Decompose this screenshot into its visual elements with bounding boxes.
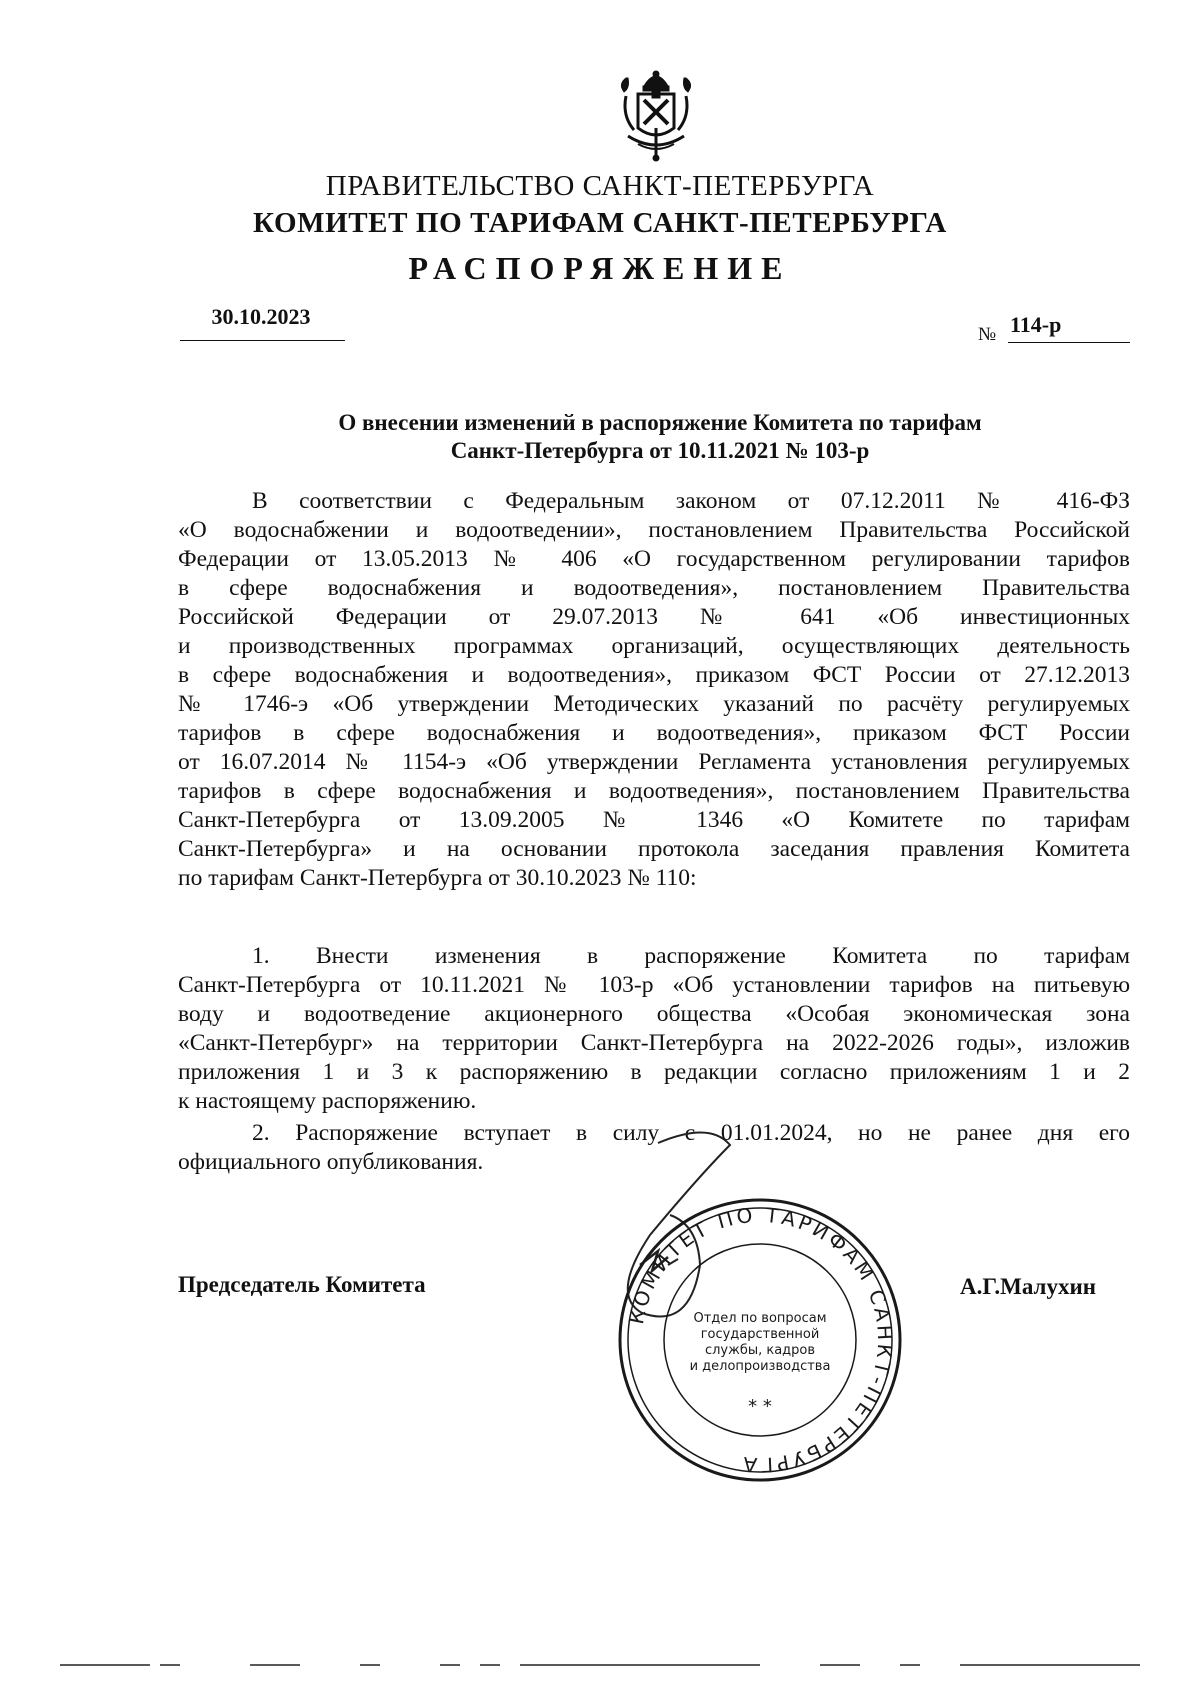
stamp-inner-text: Отдел по вопросам (693, 1311, 827, 1326)
stamp-inner-text: и делопроизводства (689, 1359, 831, 1374)
preamble-line: В соответствии с Федеральным законом от 07.12.2011 № 416-ФЗ (252, 488, 1130, 514)
item1-line: «Санкт-Петербург» на территории Санкт-Петербурга на 2022-2026 годы», изложив (178, 1030, 1130, 1056)
stamp-outer-text: КОМИТЕТ ПО ТАРИФАМ САНКТ-ПЕТЕРБУРГА (623, 1202, 898, 1478)
subject-line: Санкт-Петербурга от 10.11.2021 № 103-р (450, 438, 870, 463)
government-heading: ПРАВИТЕЛЬСТВО САНКТ-ПЕТЕРБУРГА (325, 170, 875, 202)
preamble-line: № 1746-э «Об утверждении Методических указаний по расчёту регулируемых (178, 691, 1130, 717)
preamble-line: Санкт-Петербурга от 13.09.2005 № 1346 «О Комитете по тарифам (178, 807, 1130, 833)
city-emblem-icon (598, 66, 714, 164)
preamble-line: Федерации от 13.05.2013 № 406 «О государственном регулировании тарифов (178, 546, 1130, 572)
number-underline (1008, 342, 1130, 343)
preamble-line: тарифов в сфере водоснабжения и водоотведения», постановлением Правительства (178, 778, 1130, 804)
stamp-inner-text: службы, кадров (704, 1343, 816, 1358)
stamp-stars: * * (748, 1396, 772, 1417)
signatory-title: Председатель Комитета (178, 1272, 426, 1297)
preamble-line: и производственных программах организаций, осуществляющих деятельность (178, 633, 1130, 659)
item1-line: Санкт-Петербурга от 10.11.2021 № 103-р «Об установлении тарифов на питьевую (178, 972, 1130, 998)
scan-edge-artifact (60, 1660, 1140, 1670)
preamble-line: тарифов в сфере водоснабжения и водоотведения», приказом ФСТ России (178, 720, 1130, 746)
item1-line: к настоящему распоряжению. (178, 1088, 477, 1114)
preamble-line: Российской Федерации от 29.07.2013 № 641 «Об инвестиционных (178, 604, 1130, 630)
stamp-inner-text: государственной (700, 1327, 820, 1342)
preamble-line: «О водоснабжении и водоотведении», постановлением Правительства Российской (178, 517, 1130, 543)
preamble-line: от 16.07.2014 № 1154-э «Об утверждении Регламента установления регулируемых (178, 749, 1130, 775)
official-stamp-icon (600, 1180, 920, 1500)
item1-line: воду и водоотведение акционерного общества «Особая экономическая зона (178, 1001, 1130, 1027)
preamble-line: в сфере водоснабжения и водоотведения», приказом ФСТ России от 27.12.2013 (178, 662, 1130, 688)
preamble-line: по тарифам Санкт-Петербурга от 30.10.2023 № 110: (178, 865, 697, 891)
committee-heading: КОМИТЕТ ПО ТАРИФАМ САНКТ-ПЕТЕРБУРГА (253, 207, 947, 239)
document-type-heading: РАСПОРЯЖЕНИЕ (408, 250, 792, 286)
signatory-name: А.Г.Малухин (960, 1274, 1096, 1299)
item2-line: 2. Распоряжение вступает в силу с 01.01.2024, но не ранее дня его (252, 1120, 1130, 1146)
item2-line: официального опубликования. (178, 1149, 484, 1175)
item1-line: приложения 1 и 3 к распоряжению в редакции согласно приложениям 1 и 2 (178, 1059, 1130, 1085)
number-sign: № (978, 324, 997, 345)
item1-line: 1. Внести изменения в распоряжение Комитета по тарифам (252, 943, 1130, 969)
subject-line: О внесении изменений в распоряжение Комитета по тарифам (338, 410, 982, 435)
date-underline (180, 340, 345, 341)
document-number: 114-р (1010, 312, 1062, 337)
preamble-line: в сфере водоснабжения и водоотведения», постановлением Правительства (178, 575, 1130, 601)
preamble-line: Санкт-Петербурга» и на основании протокола заседания правления Комитета (178, 836, 1130, 862)
document-date: 30.10.2023 (211, 304, 311, 329)
